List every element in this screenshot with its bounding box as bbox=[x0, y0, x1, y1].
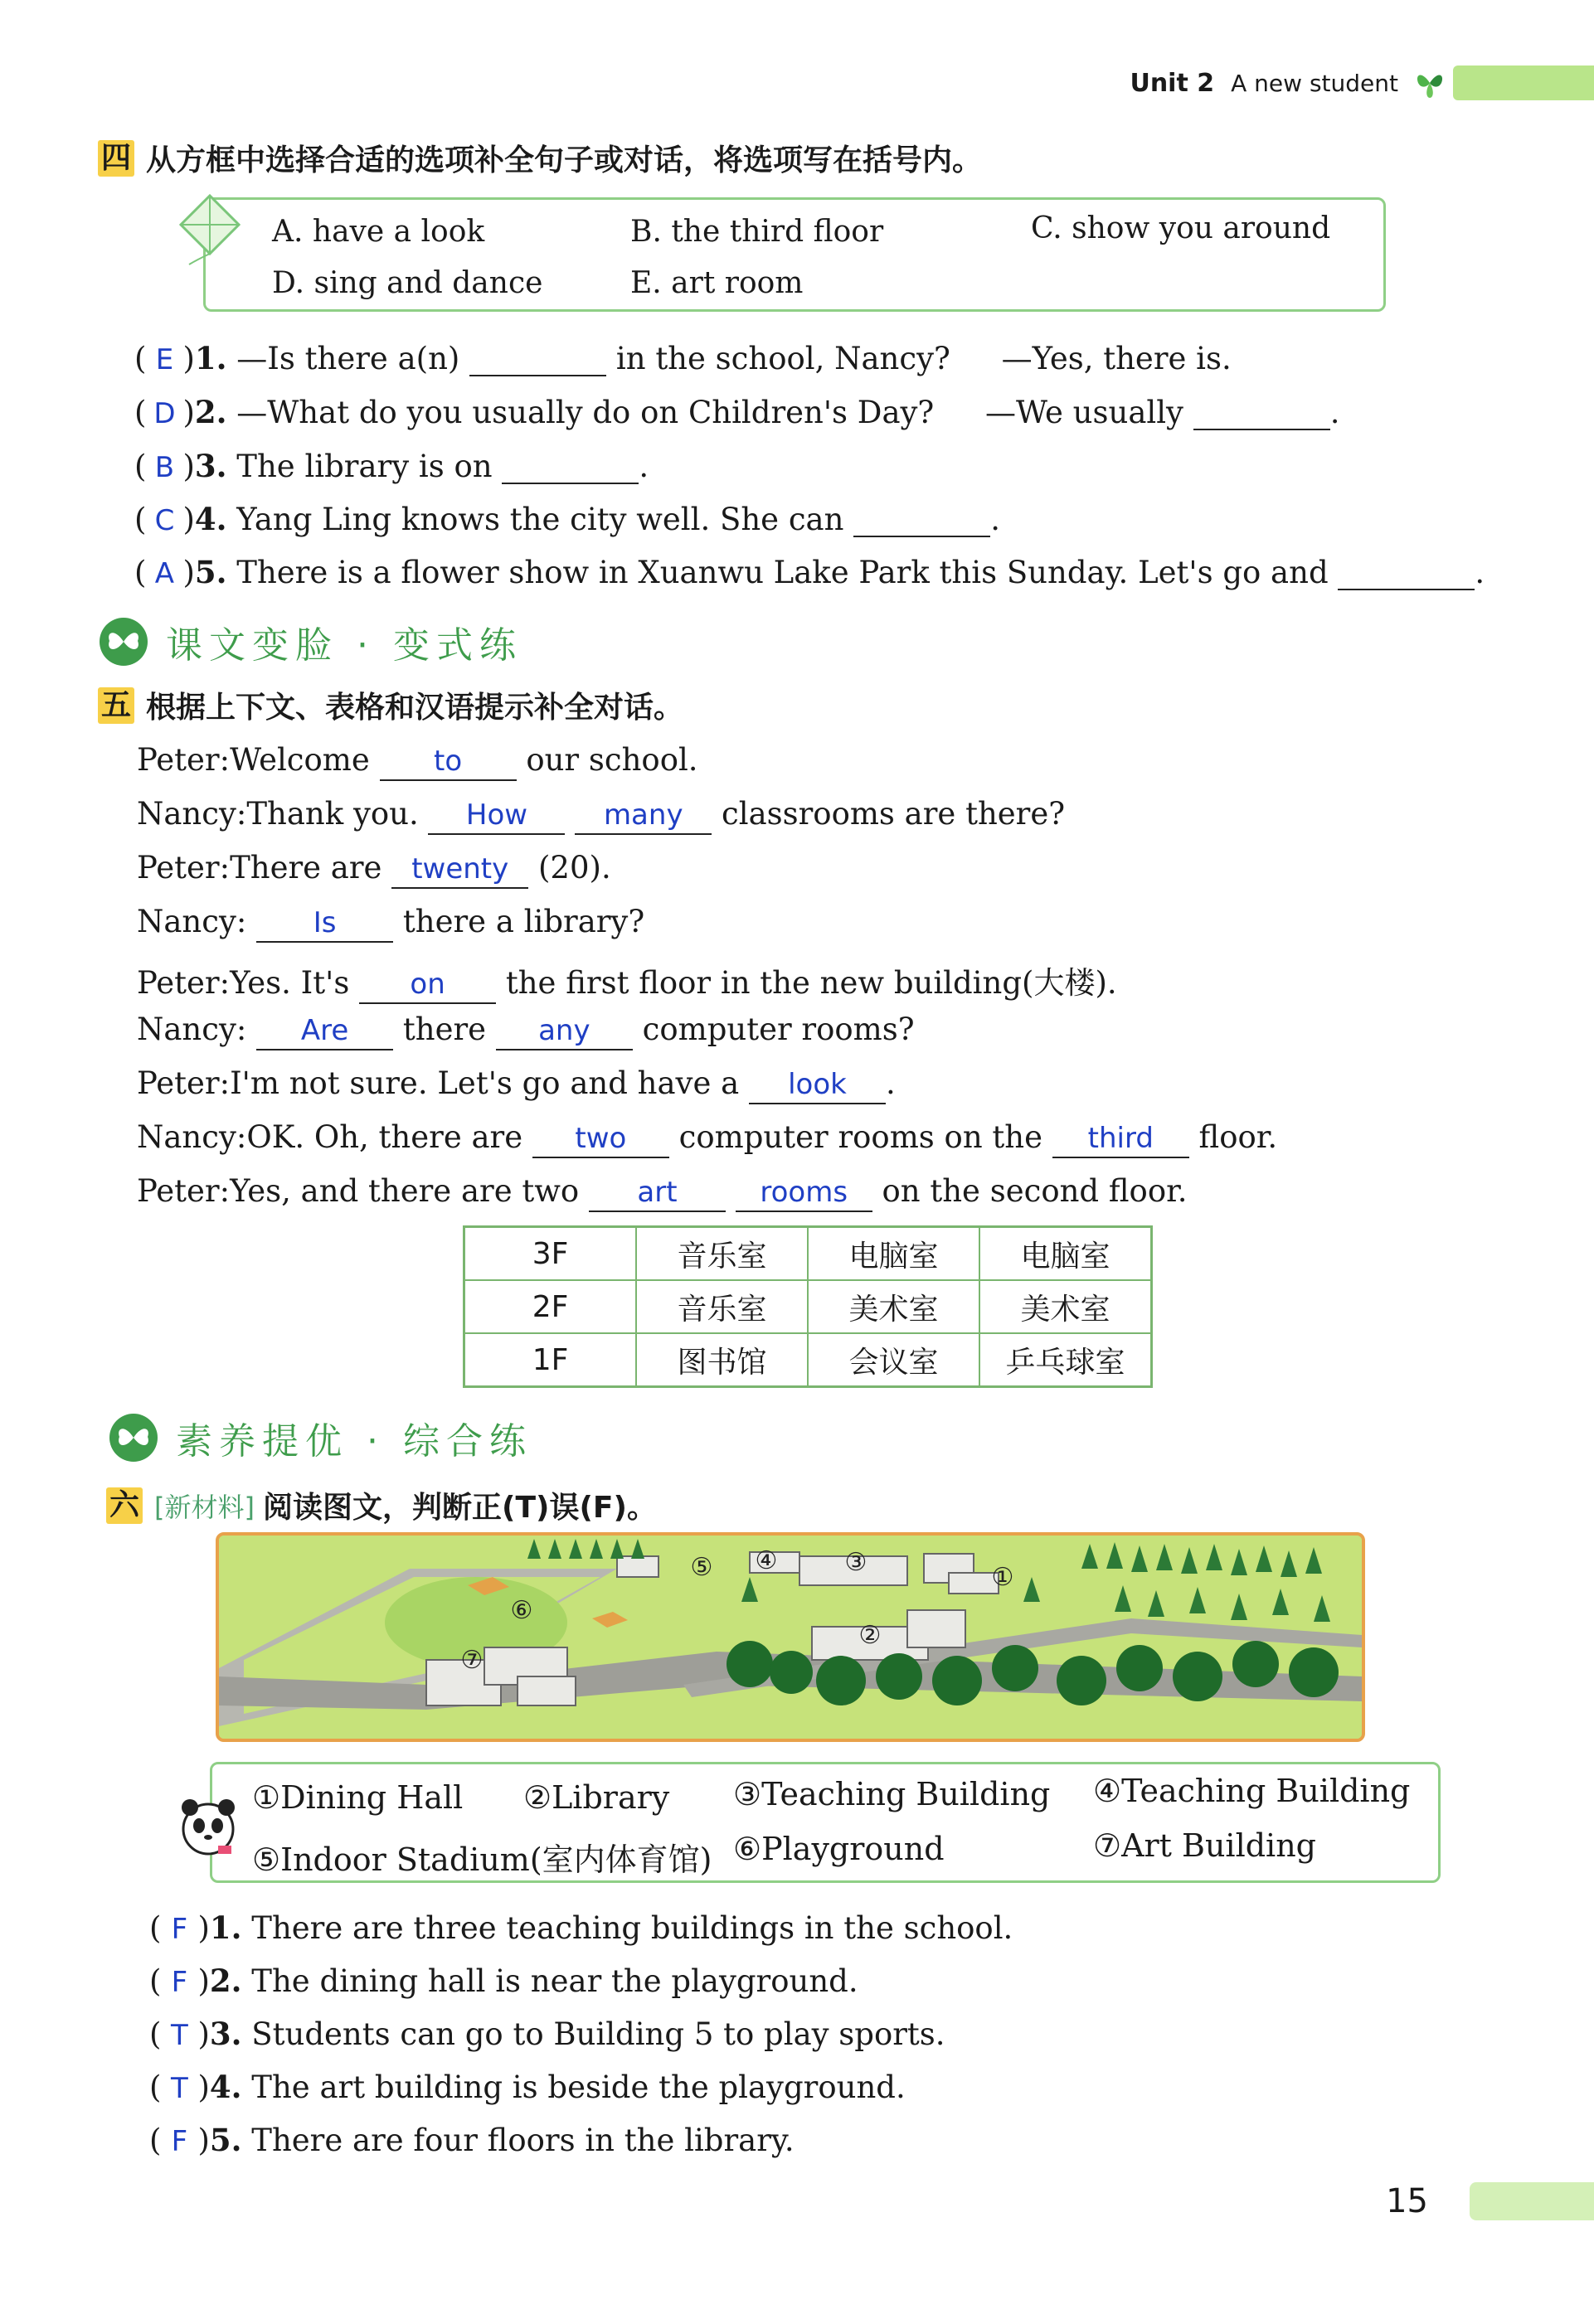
table-cell: 会议室 bbox=[808, 1333, 979, 1387]
section-instruction: 从方框中选择合适的选项补全句子或对话，将选项写在括号内。 bbox=[146, 143, 983, 177]
question-text: The dining hall is near the playground. bbox=[251, 1963, 858, 1999]
line-text: on the second floor. bbox=[882, 1173, 1188, 1209]
line-text: floor. bbox=[1198, 1119, 1278, 1155]
legend-item-7: ⑦Art Building bbox=[1093, 1827, 1317, 1864]
question-number: 1. bbox=[209, 1909, 242, 1946]
dialogue-line-5 bbox=[137, 958, 1117, 1004]
question-number: 5. bbox=[209, 2122, 242, 2158]
table-cell: 图书馆 bbox=[636, 1333, 808, 1387]
answer[interactable]: E bbox=[155, 343, 174, 376]
answer[interactable]: D bbox=[153, 397, 176, 430]
answer[interactable]: F bbox=[171, 1966, 188, 1999]
speaker: Nancy: bbox=[137, 796, 247, 832]
floor-table bbox=[463, 1225, 1153, 1388]
dialogue-line-2 bbox=[137, 796, 1065, 835]
section-number: 四 bbox=[98, 140, 134, 177]
question-text: Students can go to Building 5 to play sports. bbox=[251, 2016, 945, 2052]
table-cell: 乒乓球室 bbox=[979, 1333, 1152, 1387]
answer[interactable]: A bbox=[154, 557, 175, 590]
legend-item-3: ③Teaching Building bbox=[733, 1776, 1051, 1812]
reply-text: —Yes, there is. bbox=[1001, 341, 1232, 376]
map-label-7: ⑦ bbox=[460, 1646, 484, 1675]
butterfly-icon bbox=[100, 618, 148, 666]
question-number: 5. bbox=[194, 554, 227, 590]
section-number: 六 bbox=[106, 1487, 143, 1524]
blank[interactable] bbox=[1193, 399, 1330, 430]
line-text: classrooms are there? bbox=[722, 796, 1066, 832]
fill-answer[interactable]: any bbox=[496, 1014, 633, 1050]
unit-title: A new student bbox=[1231, 69, 1398, 97]
question-text: in the school, Nancy? bbox=[615, 341, 950, 376]
butterfly-icon bbox=[109, 1414, 158, 1462]
line-text: there bbox=[402, 1012, 487, 1047]
dialogue-line-8 bbox=[137, 1119, 1277, 1158]
question-number: 2. bbox=[209, 1963, 242, 1999]
line-text: our school. bbox=[526, 742, 698, 778]
section-heading-practice bbox=[100, 615, 522, 668]
map-legend-box bbox=[210, 1762, 1441, 1883]
kite-icon bbox=[173, 192, 247, 266]
footer-bar bbox=[1470, 2182, 1594, 2220]
page-footer bbox=[1386, 2182, 1594, 2220]
line-text: Welcome bbox=[230, 742, 370, 778]
question-number: 3. bbox=[194, 448, 227, 484]
line-text: OK. Oh, there are bbox=[246, 1119, 523, 1155]
line-text: the first floor in the new building(大楼). bbox=[505, 965, 1117, 1001]
speaker: Peter: bbox=[137, 742, 231, 778]
table-row bbox=[464, 1227, 1152, 1281]
page-header bbox=[1130, 58, 1594, 108]
leaf-icon bbox=[1413, 66, 1446, 99]
table-cell: 电脑室 bbox=[979, 1227, 1152, 1281]
s6-question-5: ( F )5. There are four floors in the library. bbox=[149, 2122, 795, 2158]
s4-question-2: ( D )2. —What do you usually do on Children's Day? —We usually . bbox=[134, 394, 1340, 430]
new-material-tag: [新材料] bbox=[154, 1491, 255, 1523]
table-cell: 美术室 bbox=[979, 1280, 1152, 1333]
speaker: Peter: bbox=[137, 850, 231, 885]
speaker: Peter: bbox=[137, 1065, 231, 1101]
s6-question-1: ( F )1. There are three teaching buildings in the school. bbox=[149, 1909, 1013, 1946]
legend-item-2: ②Library bbox=[523, 1779, 670, 1816]
option-b: B. the third floor bbox=[630, 215, 884, 249]
school-map bbox=[216, 1532, 1365, 1742]
section-instruction: 阅读图文，判断正(T)误(F)。 bbox=[262, 1491, 657, 1525]
fill-answer[interactable]: look bbox=[749, 1068, 886, 1104]
fill-answer[interactable]: art bbox=[589, 1176, 726, 1212]
fill-answer[interactable]: two bbox=[532, 1122, 669, 1158]
question-text: —What do you usually do on Children's Day? bbox=[236, 395, 935, 430]
line-text: (20). bbox=[538, 850, 611, 885]
answer[interactable]: T bbox=[171, 2072, 188, 2105]
question-number: 1. bbox=[194, 340, 227, 376]
options-box bbox=[203, 197, 1386, 312]
legend-item-1: ①Dining Hall bbox=[252, 1779, 464, 1816]
section4-title bbox=[98, 137, 982, 179]
answer[interactable]: F bbox=[171, 1913, 188, 1946]
section-heading-comprehensive bbox=[109, 1411, 532, 1464]
option-d: D. sing and dance bbox=[272, 266, 543, 300]
school-map-illustration bbox=[219, 1536, 1362, 1739]
table-row bbox=[464, 1333, 1152, 1387]
fill-answer[interactable]: twenty bbox=[391, 852, 528, 889]
line-text: computer rooms on the bbox=[678, 1119, 1043, 1155]
map-label-3: ③ bbox=[844, 1548, 867, 1577]
map-label-6: ⑥ bbox=[510, 1596, 533, 1625]
fill-answer[interactable]: many bbox=[575, 798, 712, 835]
blank[interactable] bbox=[853, 506, 990, 537]
section-instruction: 根据上下文、表格和汉语提示补全对话。 bbox=[146, 691, 684, 725]
line-text: Thank you. bbox=[246, 796, 419, 832]
question-number: 2. bbox=[194, 394, 227, 430]
question-text: The library is on bbox=[236, 449, 493, 484]
fill-answer[interactable]: on bbox=[359, 968, 496, 1004]
heading-text: 素养提优 · 综合练 bbox=[176, 1420, 532, 1463]
legend-item-5: ⑤Indoor Stadium(室内体育馆) bbox=[252, 1841, 712, 1878]
section-number: 五 bbox=[98, 687, 134, 724]
legend-item-4: ④Teaching Building bbox=[1093, 1773, 1411, 1809]
s6-question-4: ( T )4. The art building is beside the playground. bbox=[149, 2069, 906, 2105]
map-label-5: ⑤ bbox=[690, 1553, 713, 1582]
question-number: 4. bbox=[194, 501, 227, 537]
dialogue-line-6 bbox=[137, 1012, 915, 1050]
answer[interactable]: T bbox=[171, 2019, 188, 2052]
option-c: C. show you around bbox=[1031, 211, 1331, 245]
table-cell: 音乐室 bbox=[636, 1280, 808, 1333]
line-text: There are bbox=[230, 850, 382, 885]
line-text: computer rooms? bbox=[642, 1012, 915, 1047]
line-text: . bbox=[885, 1065, 896, 1101]
blank[interactable] bbox=[1338, 559, 1475, 590]
dialogue-line-4 bbox=[137, 904, 644, 943]
section5-title bbox=[98, 684, 683, 726]
question-text: There are four floors in the library. bbox=[251, 2123, 795, 2158]
s4-question-3: ( B )3. The library is on . bbox=[134, 448, 649, 484]
legend-item-6: ⑥Playground bbox=[733, 1831, 945, 1867]
question-number: 4. bbox=[209, 2069, 242, 2105]
speaker: Nancy: bbox=[137, 1119, 247, 1155]
question-number: 3. bbox=[209, 2016, 242, 2052]
table-cell: 3F bbox=[464, 1227, 637, 1281]
blank[interactable] bbox=[502, 453, 639, 484]
question-text: There are three teaching buildings in the school. bbox=[251, 1910, 1013, 1946]
speaker: Nancy: bbox=[137, 904, 247, 939]
dialogue-line-1 bbox=[137, 742, 698, 781]
line-text: Yes. It's bbox=[230, 965, 350, 1001]
blank[interactable] bbox=[469, 345, 606, 376]
s4-question-4: ( C )4. Yang Ling knows the city well. She can . bbox=[134, 501, 1000, 537]
fill-answer[interactable]: Are bbox=[256, 1014, 393, 1050]
fill-answer[interactable]: How bbox=[428, 798, 565, 835]
header-bar bbox=[1453, 65, 1594, 100]
option-e: E. art room bbox=[630, 266, 804, 300]
answer[interactable]: C bbox=[154, 504, 175, 537]
fill-answer[interactable]: to bbox=[380, 745, 517, 781]
fill-answer[interactable]: rooms bbox=[736, 1176, 872, 1212]
table-cell: 美术室 bbox=[808, 1280, 979, 1333]
option-a: A. have a look bbox=[272, 215, 485, 249]
dialogue-line-3 bbox=[137, 850, 611, 889]
speaker: Nancy: bbox=[137, 1012, 247, 1047]
s6-question-3: ( T )3. Students can go to Building 5 to play sports. bbox=[149, 2016, 945, 2052]
heading-text: 课文变脸 · 变式练 bbox=[166, 624, 522, 667]
table-row bbox=[464, 1280, 1152, 1333]
reply-text: —We usually bbox=[985, 395, 1183, 430]
question-text: Yang Ling knows the city well. She can bbox=[236, 502, 844, 537]
unit-label: Unit 2 bbox=[1130, 68, 1215, 98]
speaker: Peter: bbox=[137, 965, 231, 1001]
answer[interactable]: B bbox=[154, 451, 175, 484]
map-label-1: ① bbox=[991, 1563, 1014, 1592]
map-label-2: ② bbox=[858, 1621, 882, 1650]
line-text: I'm not sure. Let's go and have a bbox=[230, 1065, 740, 1101]
question-text: The art building is beside the playground. bbox=[251, 2069, 906, 2105]
line-text: there a library? bbox=[402, 904, 645, 939]
table-cell: 1F bbox=[464, 1333, 637, 1387]
question-text: There is a flower show in Xuanwu Lake Park this Sunday. Let's go and bbox=[236, 555, 1329, 590]
speaker: Peter: bbox=[137, 1173, 231, 1209]
s4-question-1: ( E )1. —Is there a(n) in the school, Nancy? —Yes, there is. bbox=[134, 340, 1232, 376]
table-cell: 音乐室 bbox=[636, 1227, 808, 1281]
dialogue-line-7 bbox=[137, 1065, 896, 1104]
question-text: —Is there a(n) bbox=[236, 341, 460, 376]
section6-title bbox=[106, 1484, 657, 1526]
table-cell: 2F bbox=[464, 1280, 637, 1333]
page-number: 15 bbox=[1386, 2182, 1428, 2220]
map-label-4: ④ bbox=[755, 1546, 778, 1575]
answer[interactable]: F bbox=[171, 2125, 188, 2158]
table-cell: 电脑室 bbox=[808, 1227, 979, 1281]
panda-icon bbox=[175, 1788, 241, 1862]
dialogue-line-9 bbox=[137, 1173, 1187, 1212]
line-text: Yes, and there are two bbox=[230, 1173, 580, 1209]
s4-question-5: ( A )5. There is a flower show in Xuanwu Lake Park this Sunday. Let's go and . bbox=[134, 554, 1485, 590]
fill-answer[interactable]: third bbox=[1052, 1122, 1189, 1158]
s6-question-2: ( F )2. The dining hall is near the playground. bbox=[149, 1963, 858, 1999]
fill-answer[interactable]: Is bbox=[256, 906, 393, 943]
